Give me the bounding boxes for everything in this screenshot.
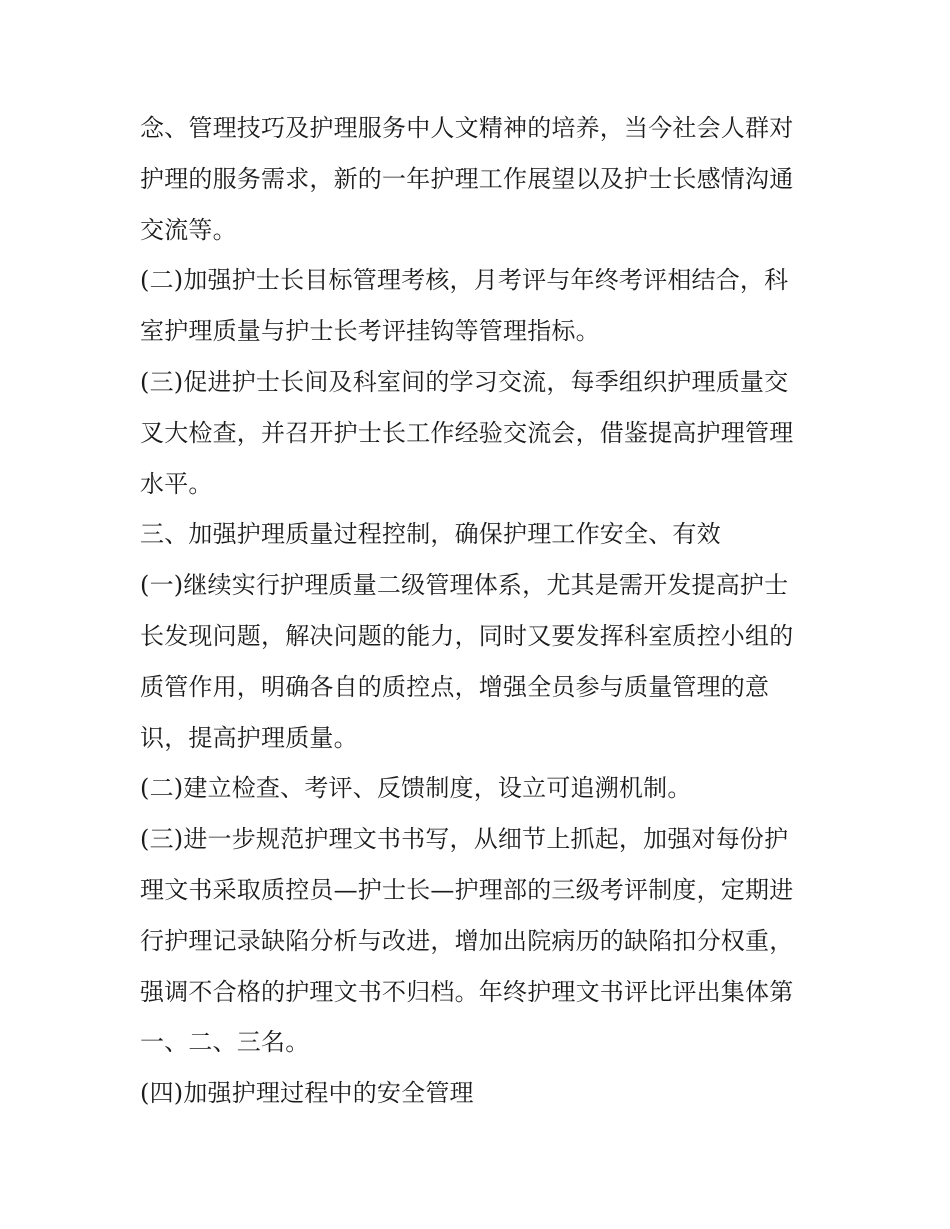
text-line: 护理的服务需求，新的一年护理工作展望以及护士长感情沟通 <box>140 164 794 193</box>
text-line: 交流等。 <box>140 215 237 244</box>
text-line: 理文书采取质控员—护士长—护理部的三级考评制度，定期进 <box>140 875 794 904</box>
text-line: (二)加强护士长目标管理考核，月考评与年终考评相结合，科 <box>140 266 789 295</box>
section-heading: 三、加强护理质量过程控制，确保护理工作安全、有效 <box>140 520 721 549</box>
text-line: 质管作用，明确各自的质控点，增强全员参与质量管理的意 <box>140 672 770 701</box>
text-line: (三)进一步规范护理文书书写，从细节上抓起，加强对每份护 <box>140 825 789 854</box>
text-line: 长发现问题，解决问题的能力，同时又要发挥科室质控小组的 <box>140 621 794 650</box>
text-line: 叉大检查，并召开护士长工作经验交流会，借鉴提高护理管理 <box>140 418 794 447</box>
text-line: (三)促进护士长间及科室间的学习交流，每季组织护理质量交 <box>140 367 789 396</box>
text-line: 室护理质量与护士长考评挂钩等管理指标。 <box>140 317 600 346</box>
text-line: 识，提高护理质量。 <box>140 723 358 752</box>
text-line: 行护理记录缺陷分析与改进，增加出院病历的缺陷扣分权重， <box>140 926 794 955</box>
text-line: (二)建立检查、考评、反馈制度，设立可追溯机制。 <box>140 774 692 803</box>
text-line: (四)加强护理过程中的安全管理 <box>140 1079 474 1108</box>
text-line: 一、二、三名。 <box>140 1028 310 1057</box>
text-line: 强调不合格的护理文书不归档。年终护理文书评比评出集体第 <box>140 977 794 1006</box>
text-line: 水平。 <box>140 469 213 498</box>
document-body <box>140 103 820 1119</box>
text-line: 念、管理技巧及护理服务中人文精神的培养，当今社会人群对 <box>140 114 794 142</box>
text-line: (一)继续实行护理质量二级管理体系，尤其是需开发提高护士 <box>140 571 789 600</box>
